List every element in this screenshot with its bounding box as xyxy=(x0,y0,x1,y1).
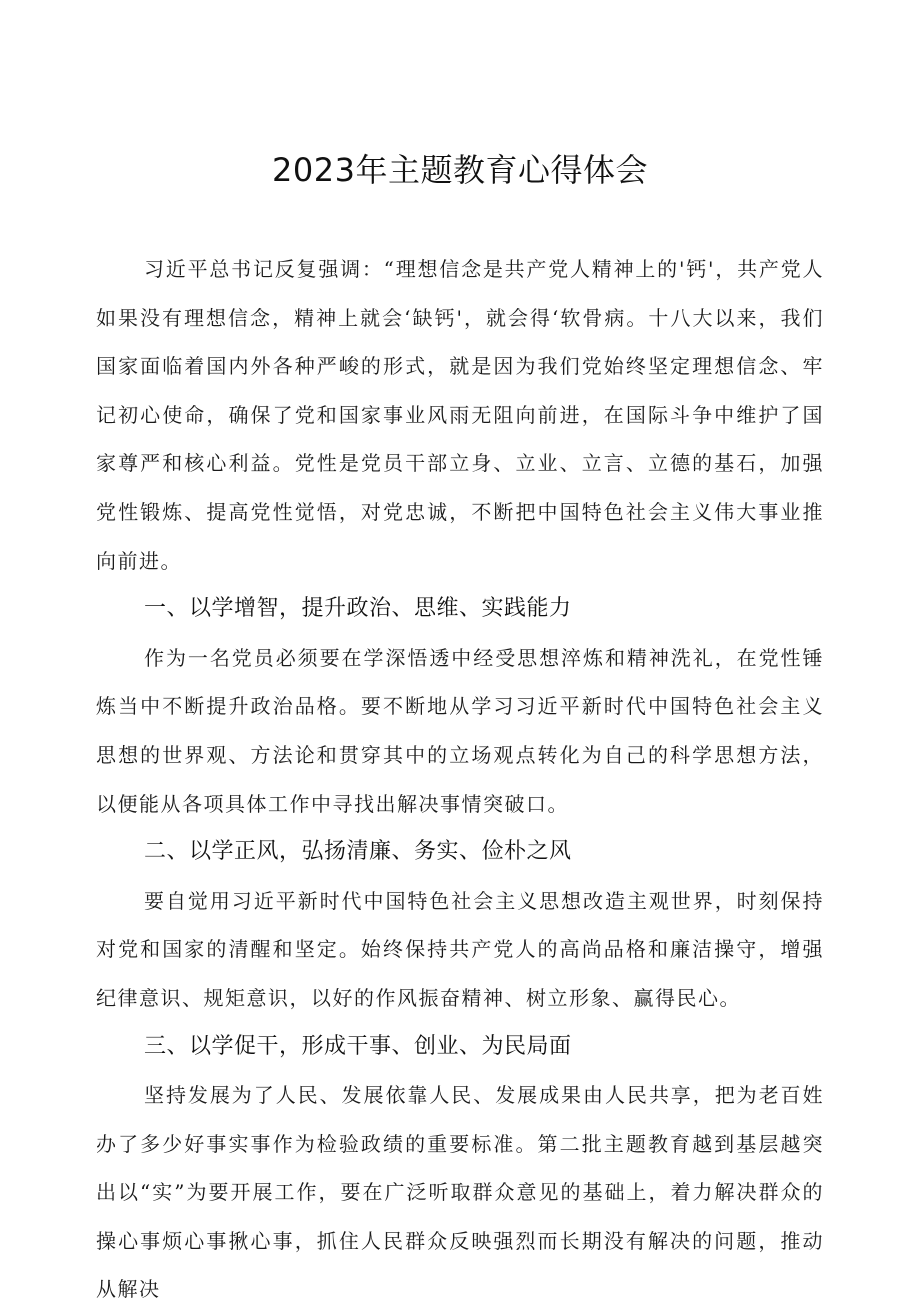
document-title: 2023年主题教育心得体会 xyxy=(0,146,920,194)
section-3 xyxy=(96,1023,824,1314)
section-heading: 二、以学正风，弘扬清廉、务实、俭朴之风 xyxy=(96,828,824,877)
section-heading: 三、以学促干，形成干事、创业、为民局面 xyxy=(96,1023,824,1072)
section-paragraph: 作为一名党员必须要在学深悟透中经受思想淬炼和精神洗礼，在党性锤炼当中不断提升政治品格。要不断地从学习习近平新时代中国特色社会主义思想的世界观、方法论和贯穿其中的立场观点转化为自己的科学思想方法，以便能从各项具体工作中寻找出解决事情突破口。 xyxy=(96,634,824,828)
section-2 xyxy=(96,828,824,1022)
intro-paragraph: 习近平总书记反复强调：“理想信念是共产党人精神上的'钙'，共产党人如果没有理想信念，精神上就会‘缺钙'，就会得‘软骨病。十八大以来，我们国家面临着国内外各种严峻的形式，就是因为我们党始终坚定理想信念、牢记初心使命，确保了党和国家事业风雨无阻向前进，在国际斗争中维护了国家尊严和核心利益。党性是党员干部立身、立业、立言、立德的基石，加强党性锻炼、提高党性觉悟，对党忠诚，不断把中国特色社会主义伟大事业推向前进。 xyxy=(96,245,824,585)
document-body xyxy=(96,245,824,1314)
section-heading: 一、以学增智，提升政治、思维、实践能力 xyxy=(96,585,824,634)
section-paragraph: 要自觉用习近平新时代中国特色社会主义思想改造主观世界，时刻保持对党和国家的清醒和坚定。始终保持共产党人的高尚品格和廉洁操守，增强纪律意识、规矩意识，以好的作风振奋精神、树立形象、赢得民心。 xyxy=(96,877,824,1023)
section-1 xyxy=(96,585,824,828)
section-paragraph: 坚持发展为了人民、发展依靠人民、发展成果由人民共享，把为老百姓办了多少好事实事作为检验政绩的重要标准。第二批主题教育越到基层越突出以“实”为要开展工作，要在广泛听取群众意见的基础上，着力解决群众的操心事烦心事揪心事，抓住人民群众反映强烈而长期没有解决的问题，推动从解决 xyxy=(96,1071,824,1314)
